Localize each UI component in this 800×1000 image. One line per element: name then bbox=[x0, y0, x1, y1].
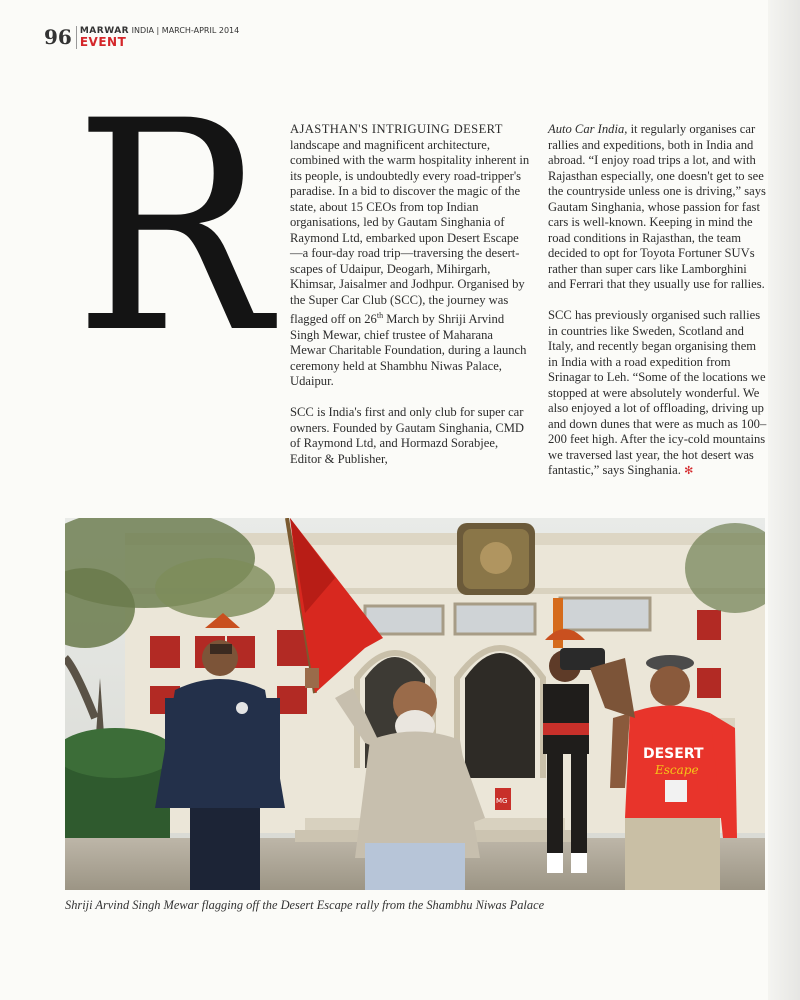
paragraph-text: SCC has previously organised such rallies in countries like Sweden, Scotland and Italy, and recently began organising them in India with a road expedition from Srinagar to Leh. “Some of the locations we stopped at were absolutely wonderful. We also enjoyed a lot of offloading, driving up and down dunes that were as much as 100–200 feet high. After the icy-cold mountains we traversed last year, the hot desert was fantastic,” says Singhania. bbox=[548, 308, 767, 477]
event-photo bbox=[65, 518, 765, 890]
publication-name: Auto Car India bbox=[548, 122, 625, 136]
photo-illustration bbox=[65, 518, 765, 890]
drop-cap: R bbox=[74, 60, 271, 397]
article-paragraph-3 bbox=[548, 122, 768, 293]
paragraph-text: landscape and magnificent architecture, combined with the warm hospitality inherent in its people, is undoubtedly every road-tripper's paradise. In a bid to discover the magic of the state, about 15 CEOs from top Indian organisations, led by Gautam Singhania of Raymond Ltd, embarked upon Desert Escape—a four-day road trip—traversing the desert-scapes of Udaipur, Deogarh, Mihirgarh, Khimsar, Jaisalmer and Jodhpur. Organised by the Super Car Club (SCC), the journey was flagged off on 26 bbox=[290, 137, 530, 327]
section-label: EVENT bbox=[79, 35, 127, 49]
sign-text: MG bbox=[496, 797, 508, 805]
page-spine-shadow bbox=[768, 0, 800, 1000]
shirt-script: Escape bbox=[655, 763, 699, 777]
paragraph-text: , it regularly organises car rallies and expeditions, both in India and abroad. “I enjoy road trips a lot, and with Rajasthan especially, one doesn't get to see the countryside unless one is driving,” says Gautam Singhania, whose passion for fast cars is well-known. Keeping in mind the road conditions in Rajasthan, the team decided to opt for Toyota Fortuner SUVs rather than super cars like Lamborghini and Ferrari that they usually use for rallies. bbox=[548, 122, 766, 291]
magazine-name: MARWAR bbox=[79, 26, 130, 36]
folio-text bbox=[76, 26, 239, 49]
article-column-1 bbox=[290, 122, 530, 483]
issue-date: INDIA | MARCH-APRIL 2014 bbox=[131, 26, 240, 35]
end-mark-icon: ✻ bbox=[684, 464, 694, 477]
date-suffix: th bbox=[376, 311, 384, 320]
page-folio bbox=[44, 26, 239, 49]
photo-caption: Shriji Arvind Singh Mewar flagging off the Desert Escape rally from the Shambhu Niwas Palace bbox=[65, 898, 545, 912]
article-paragraph-1 bbox=[290, 122, 530, 390]
article-paragraph-2: SCC is India's first and only club for super car owners. Founded by Gautam Singhania, CMD of Raymond Ltd, and Hormazd Sorabjee, Editor & Publisher, bbox=[290, 405, 525, 466]
lead-in-caps: AJASTHAN'S INTRIGUING DESERT bbox=[290, 122, 503, 136]
article-paragraph-4 bbox=[548, 308, 768, 479]
page-number: 96 bbox=[44, 25, 72, 49]
article-column-2 bbox=[548, 122, 768, 494]
shirt-text: DESERT bbox=[643, 746, 704, 762]
paragraph-text-end: March by Shriji Arvind Singh Mewar, chief trustee of Maharana Mewar Charitable Foundation, during a launch ceremony held at Shambhu Niwas Palace, Udaipur. bbox=[290, 312, 527, 389]
